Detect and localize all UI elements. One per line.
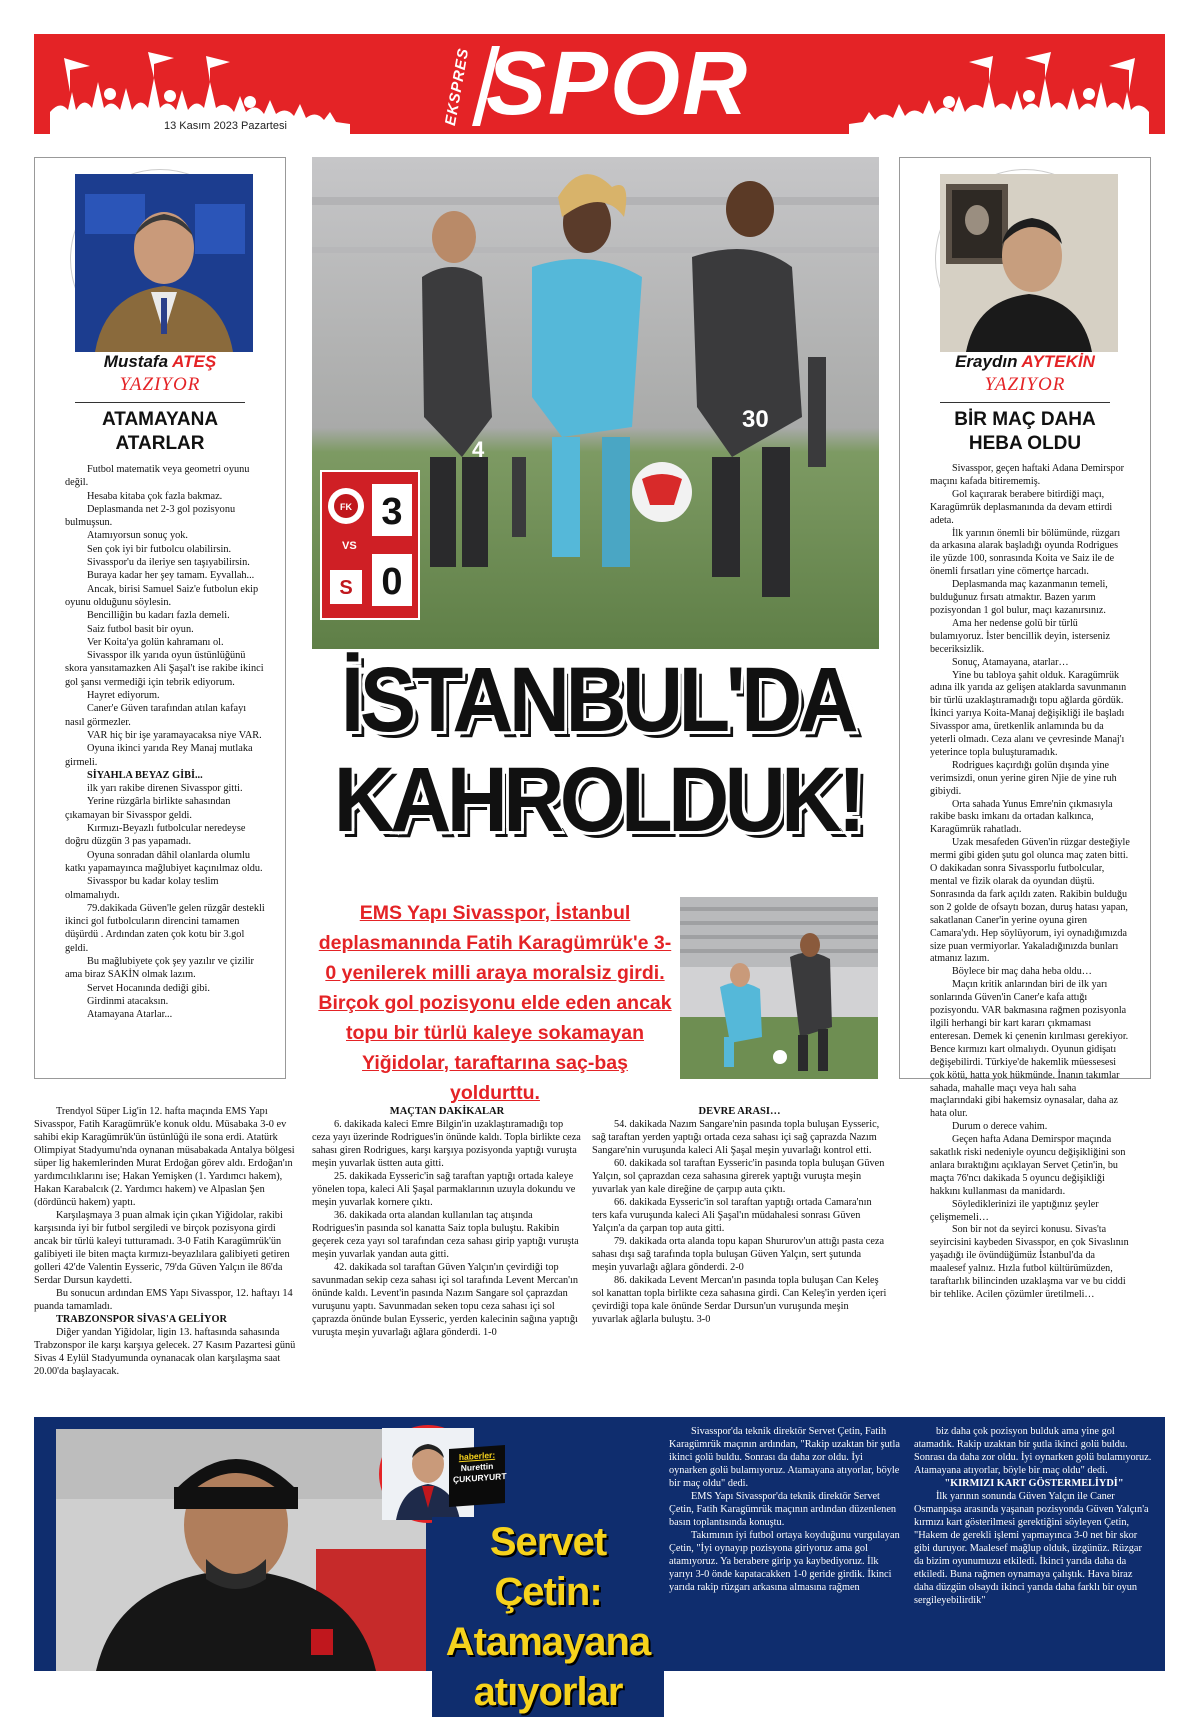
reporter-label: haberler: [458, 1449, 496, 1463]
news-column-3 [592, 1105, 887, 1326]
author-name-left: Mustafa ATEŞ [103, 352, 217, 371]
paragraph: Girdinmi atacaksın. [87, 995, 169, 1007]
divider [940, 402, 1110, 403]
paragraph: Hesaba kitaba çok fazla bakmaz. [87, 490, 223, 502]
svg-text:FK: FK [340, 502, 352, 512]
paragraph: 66. dakikada Eysseric'in sol taraftan yaptığı ortada Camara'nın ters kafa vuruşunda kaleci Ali Şaşal'ın müdahalesi sonrası Güven Yalçın'a da çarpan top auta gitti. [592, 1197, 872, 1234]
news-column-1 [34, 1105, 302, 1378]
feature-column-1 [669, 1425, 901, 1594]
score-away: 0 [381, 561, 403, 603]
column-title-left: ATAMAYANA ATARLAR [101, 409, 219, 454]
column-body-right [930, 463, 1130, 1302]
score-home: 3 [381, 491, 403, 533]
paragraph: Sivasspor, geçen haftaki Adana Demirspor maçını kafada bitirememiş. [930, 463, 1124, 487]
paragraph: Durum o derece vahim. [952, 1121, 1048, 1133]
paragraph: Böylece bir maç daha heba oldu… [952, 966, 1092, 978]
brand-small: EKSPRES [442, 46, 473, 127]
paragraph: 79. dakikada orta alanda topu kapan Shururov'un attığı pasta ceza sahası dışı sağ tarafında topla buluşan Güven Yalçın, sert şutunda meşin yuvarlağı ağlara gönderdi. 2-0 [592, 1236, 885, 1273]
paragraph: Oyuna ikinci yarıda Rey Manaj mutlaka girmeli. [65, 743, 253, 768]
feature-box [34, 1417, 1165, 1714]
paragraph: EMS Yapı Sivasspor'da teknik direktör Servet Çetin, Fatih Karagümrük maçının ardından düzenlenen basın toplantısında konuştu. [669, 1491, 897, 1528]
section-title: DEVRE ARASI… [698, 1106, 781, 1117]
yaziyor-label-right: YAZIYOR [984, 374, 1066, 395]
column-left [34, 157, 286, 1079]
paragraph: Sivasspor bu kadar kolay teslim olmamalıydı. [65, 876, 219, 901]
paragraph: Ama her nedense golü bir türlü bulamıyoruz. İster bencillik deyin, isterseniz beceriksizlik. [930, 617, 1110, 655]
paragraph: 86. dakikada Levent Mercan'ın pasında topla buluşan Can Keleş sol kanattan topla birlikte ceza sahasına girdi. Can Keleş'in yerden içeri çevirdiği topa kale önünde Serdar Dursun'un vuruşunda meşin yuvarlak ağlarla buluştu. 3-0 [592, 1275, 887, 1325]
score-vs: VS [342, 540, 357, 552]
paragraph: Atamıyorsun sonuç yok. [87, 530, 188, 542]
score-box [320, 470, 420, 620]
paragraph: Uzak mesafeden Güven'in rüzgar desteğiyle mermi gibi giden şutu gol olunca maç zaten bitti. O dakikadan sonra Sivassporlu futbolcular, mental ve fizik olarak da oyundan düştü. Sonrasında da fark açıldı zaten. Rakibin bulduğu son 2 golde de ofsaytı bozan, duruş hatası yapan, sakatlanan Caner'in yerine oyuna giren Camara'ydı. Hep söylüyorum, iyi oynadığımızda size puan vermiyorlar. Yakaladığınızda bunları atmanız lazım. [930, 837, 1130, 965]
coach-photo [56, 1429, 426, 1671]
masthead-logo [426, 34, 786, 134]
paragraph: Servet Hocanında dediği gibi. [87, 982, 210, 994]
paragraph: Son bir not da seyirci konusu. Sivas'ta seyircisini kaybeden Sivasspor, en çok Sivaslının yaşadığı ile övündüğümüz İstanbul'da da maalesef yalnız. Hızla futbol kültürümüzden, taraftarlık bilincinden uzaklaşma var ve bu ciddi bir tehlike. Acilen çözümler üretilmeli… [930, 1224, 1129, 1300]
headline-line-1: İSTANBUL'DA [340, 649, 855, 751]
paragraph: Ver Koita'ya golün kahramanı ol. [87, 636, 224, 648]
paragraph: Söylediklerinizi ile yaptığınız şeyler çelişmemeli… [930, 1198, 1099, 1223]
subheading: "KIRMIZI KART GÖSTERMELİYDİ" [944, 1478, 1124, 1489]
paragraph: Bencilliğin bu kadarı fazla demeli. [87, 610, 230, 622]
secondary-match-photo [680, 897, 878, 1079]
section-title: MAÇTAN DAKİKALAR [389, 1106, 505, 1117]
author-portrait-right [936, 170, 1114, 348]
paragraph: Rodrigues kaçırdığı golün dışında yine verimsizdi, onun yerine giren Njie de yine ruh gibiydi. [930, 759, 1117, 797]
reporter-first: Nurettin [460, 1460, 494, 1474]
feature-column-2 [914, 1425, 1154, 1607]
paragraph: 79.dakikada Güven'le gelen rüzgâr destekli ikinci gol futbolcuların direncini tamamen düşürdü . Ardından zaten çok kotu bir 3.gol geldi. [65, 902, 265, 954]
paragraph: Yine bu tabloya şahit olduk. Karagümrük adına ilk yarıda az gelişen ataklarda savunmanın bir türlü uzaklaştıramadığı topu ağlarda gördük. İkinci yarıya Koita-Manaj değişikliği ile başladı Sivasspor ama, üretkenlik anlamında bu da yeterli olmadı. Ceza alanı ve çevresinde Manaj'ı yeterince topla buluşturamadık. [930, 669, 1127, 758]
paragraph: Buraya kadar her şey tamam. Eyvallah... [87, 570, 255, 582]
paragraph: ilk yarı rakibe direnen Sivasspor gitti. [87, 783, 243, 795]
paragraph: Ancak, birisi Samuel Saiz'e futbolun ekip oyunu olduğunu söylesin. [65, 583, 259, 608]
svg-text:4: 4 [472, 437, 485, 462]
paragraph: Saiz futbol basit bir oyun. [87, 623, 194, 635]
headline-line-2: KAHROLDUK! [333, 749, 862, 851]
paragraph: Hayret ediyorum. [87, 690, 160, 702]
paragraph: 42. dakikada sol taraftan Güven Yalçın'ın çevirdiği top savunmadan sekip ceza sahası içi sol tarafında Levent Mercan'ın önünde kaldı. Levent'in pasında Nazım Sangare sol çaprazdan vuruşunu yaptı. Savunmadan seken topu ceza sahası içi sol çaprazda önünde bulan Eysseric, yerden kalecinin sağına yaptığı vuruşta meşin yuvarlağı ağlara gönderdi. 1-0 [312, 1262, 579, 1338]
spot-text: EMS Yapı Sivasspor, İstanbul deplasmanında Fatih Karagümrük'e 3-0 yenilerek milli araya moralsiz girdi. Birçok gol pozisyonu elde eden ancak topu bir türlü kaleye sokamayan Yiğidolar, taraftarına saç-baş yoldurttu. [318, 902, 672, 1104]
subheading: SİYAHLA BEYAZ GİBİ... [87, 769, 203, 781]
paragraph: Bu sonucun ardından EMS Yapı Sivasspor, 12. haftayı 14 puanda tamamladı. [34, 1288, 293, 1312]
paragraph: biz daha çok pozisyon bulduk ama yine gol atamadık. Rakip uzaktan bir şutla ikinci golü buldu. Sonrası da daha zor oldu. İyi oynarken golü bulamıyoruz. Atamayana atıyorlar, böyle bir maç oldu" dedi. [914, 1426, 1152, 1476]
svg-text:S: S [339, 577, 353, 599]
news-column-2 [312, 1105, 582, 1339]
paragraph: 36. dakikada orta alandan kullanılan taç atışında Rodrigues'in pasında sol kanatta Saiz topla buluştu. Rakibin geçerek ceza yayı sol tarafından ceza sahası girip yaptığı vuruşta meşin yuvarlak yandan auta gitti. [312, 1210, 579, 1260]
column-body-left [65, 463, 265, 1021]
paragraph: Deplasmanda net 2-3 gol pozisyonu bulmuşsun. [65, 503, 236, 529]
paragraph: İlk yarının sonunda Güven Yalçın ile Caner Osmanpaşa arasında yaşanan pozisyonda Güven Yalçın'a kırmızı kart gösterilmesi gerektiğini söyleyen Çetin, "Hakem de gerekli işlemi yapmayınca 3-0 net bir skor gibi duruyor. Maalesef mağlup olduk, üzgünüz. Rüzgar da bizim oyunumuzu etkiledi. İkinci yarıda daha da etkiledi. Buna rağmen oynamaya çalıştık. Hava biraz daha düzgün olsaydı ikinci yarıda daha farklı bir oyun sergileyebilirdik" [914, 1491, 1149, 1606]
paragraph: Sonuç, Atamayana, atarlar… [952, 656, 1069, 668]
paragraph: Geçen hafta Adana Demirspor maçında sakatlık riski nedeniyle oyuncu değişikliğini son anlara bıraktığını açıklayan Servet Çetin'in, bu maçta 76'ncı dakikada 5 oyuncu değişikliği hakkını kullanması da manidardı. [930, 1134, 1126, 1197]
paragraph: Caner'e Güven tarafından atılan kafayı nasıl görmezler. [65, 703, 247, 728]
divider [75, 402, 245, 403]
paragraph: Futbol matematik veya geometri oyunu değil. [65, 464, 250, 489]
paragraph: Sivasspor'u da ileriye sen taşıyabilirsin. [87, 557, 250, 569]
crowd-silhouette-right [849, 52, 1149, 134]
paragraph: Orta sahada Yunus Emre'nin çıkmasıyla rakibe baskı imkanı da ortadan kalkınca, Karagümrük rahatladı. [930, 798, 1113, 836]
subheading: TRABZONSPOR SİVAS'A GELİYOR [56, 1314, 227, 1325]
paragraph: İlk yarının önemli bir bölümünde, rüzgarı da arkasına alarak başladığı oyunda Rodrigues ile yüzde 100, sonrasında Koita ve Saiz ile de önemli fırsatları yine cömertçe harcadı. [930, 527, 1121, 578]
issue-date: 13 Kasım 2023 Pazartesi [132, 118, 295, 134]
paragraph: 25. dakikada Eysseric'in sağ taraftan yaptığı ortada kaleye yönelen topa, kaleci Ali Şaşal parmaklarının uzuyla dokundu ve meşin yuvarlak kornere çıktı. [312, 1171, 576, 1208]
feature-title: Servet Çetin: Atamayana atıyorlar [432, 1517, 664, 1717]
column-title-right: BİR MAÇ DAHA HEBA OLDU [954, 409, 1096, 454]
paragraph: Sivasspor ilk yarıda oyun üstünlüğünü skora yansıtamazken Ali Şaşal't ise rakibe ikinci gol şansı vermediği için tebrik ediyorum. [65, 650, 264, 688]
paragraph: VAR hiç bir işe yaramayacaksa niye VAR. [87, 729, 262, 741]
paragraph: Takımının iyi futbol ortaya koyduğunu vurgulayan Çetin, "İyi oynayıp pozisyona giriyoruz ama gol atamıyoruz. Ya berabere girip ya kaybediyoruz. İlk yarıyı 3-0 önde kapatacakken 1-0 geride girdik. İkinci yarıda rakip rüzgarı arkasına almasına rağmen [669, 1530, 900, 1593]
main-headline [333, 650, 862, 850]
paragraph: Bu mağlubiyete çok şey yazılır ve çizilir ama biraz SAKİN olmak lazım. [65, 955, 254, 981]
reporter-last: ÇUKURYURT [453, 1470, 507, 1485]
paragraph: Sen çok iyi bir futbolcu olabilirsin. [87, 543, 232, 555]
paragraph: Oyuna sonradan dâhil olanlarda olumlu katkı yapamayınca mağlubiyet kaçınılmaz oldu. [65, 849, 263, 874]
paragraph: 60. dakikada sol taraftan Eysseric'in pasında topla buluşan Güven Yalçın, sol çaprazdan ceza sahasına girerek yaptığı vuruşta meşin yuvarlak yan kale direğine de çarpıp auta çıktı. [592, 1158, 885, 1195]
paragraph: Karşılaşmaya 3 puan almak için çıkan Yiğidolar, rakibi karşısında iyi bir futbol sergiledi ve birçok pozisyona girdi ancak bir türlü kaleyi tutturamadı. 3-0 Fatih Karagümrük'ün galibiyeti ile biten maçta kırmızı-beyazlılara galibiyeti getiren golleri 42'de Valentin Eysseric, 79'da Güven Yalçın ile 86'da Serdar Dursun kaydetti. [34, 1210, 290, 1286]
column-right [899, 157, 1151, 1300]
paragraph: 6. dakikada kaleci Emre Bilgin'in uzaklaştıramadığı top ceza yayı üzerinde Rodrigues'in önünde kaldı. Topla birlikte ceza sahası giren Rodrigues, karşı karşıya pozisyonda yaptığı vuruşta meşin yuvarlak üstten auta gitti. [312, 1119, 581, 1169]
brand-big: SPOR [486, 34, 750, 134]
paragraph: Gol kaçırarak berabere bitirdiği maçı, Karagümrük deplasmanında da devam ettirdi adeta. [930, 488, 1113, 526]
author-portrait-left [71, 170, 249, 348]
svg-text:30: 30 [742, 406, 769, 433]
paragraph: Kırmızı-Beyazlı futbolcular neredeyse doğru düzgün 3 pas yapamadı. [65, 823, 246, 848]
paragraph: Diğer yandan Yiğidolar, ligin 13. haftasında sahasında Trabzonspor ile karşı karşıya gelecek. 27 Kasım Pazartesi günü Sivas 4 Eylül Stadyumunda oynanacak olan karşılaşma saat 20.00'da başlayacak. [34, 1327, 296, 1377]
paragraph: Deplasmanda maç kazanmanın temeli, bulduğunuz fırsatı atmaktır. Bazen yarım pozisyondan 1 gol bulur, maçı kazanırsınız. [930, 579, 1108, 616]
author-name-right: Eraydın AYTEKİN [955, 352, 1095, 371]
paragraph: Sivasspor'da teknik direktör Servet Çetin, Fatih Karagümrük maçının ardından, "Rakip uzaktan bir şutla ikinci golü buldu. Sonrası da daha zor oldu. İyi oynarken golü bulamıyoruz. Atamayana atıyorlar, böyle bir maç oldu" dedi. [669, 1426, 900, 1489]
yaziyor-label-left: YAZIYOR [119, 374, 201, 395]
masthead [34, 34, 1165, 134]
paragraph: Atamayana Atarlar... [87, 1009, 173, 1021]
paragraph: 54. dakikada Nazım Sangare'nin pasında topla buluşan Eysseric, sağ taraftan yerden yaptığı ortada ceza sahası içi sağ çaprazda Nazım Sangare'nin vuruşunda kaleci Ali Şaşal meşin yuvarlağı kontrol etti. [592, 1119, 880, 1156]
paragraph: Trendyol Süper Lig'in 12. hafta maçında EMS Yapı Sivasspor, Fatih Karagümrük'e konuk oldu. Müsabaka 3-0 ev sahibi ekip Karagümrük'ün üstünlüğü ile sona erdi. Atatürk Olimpiyat Stadyumu'nda oynanan müsabakada Antalya bölgesi süper lig hakemlerinden Murat Erdoğan görev aldı. Erdoğan'ın yardımcılıklarını ise; Hakan Yemişken (1. Yardımcı hakem), Hakan Karabalcık (2. Yardımcı hakem) ve Alpaslan Şen (dördüncü hakem) yaptı. [34, 1106, 295, 1208]
paragraph: Maçın kritik anlarından biri de ilk yarı sonlarında Güven'in Caner'e kafa attığı pozisyondu. VAR bakmasına rağmen pozisyonla ilgili herhangi bir kart kararı çıkmaması enteresan. Demek ki çenenin kırılması gerekiyor. Bence kırmızı kart olmalıydı. Oyunun gidişatı değişebilirdi. Türkiye'de hakemlik müessesesi çok kötü, hatta yok hükmünde. İnanın takımlar sahada, mahalle maçı veya halı saha maçlarındaki gibi hakemsiz oynasalar, daha az hata olur. [930, 979, 1129, 1120]
paragraph: Yerine rüzgârla birlikte sahasından çıkamayan bir Sivasspor geldi. [65, 796, 231, 821]
reporter-badge [449, 1445, 505, 1507]
